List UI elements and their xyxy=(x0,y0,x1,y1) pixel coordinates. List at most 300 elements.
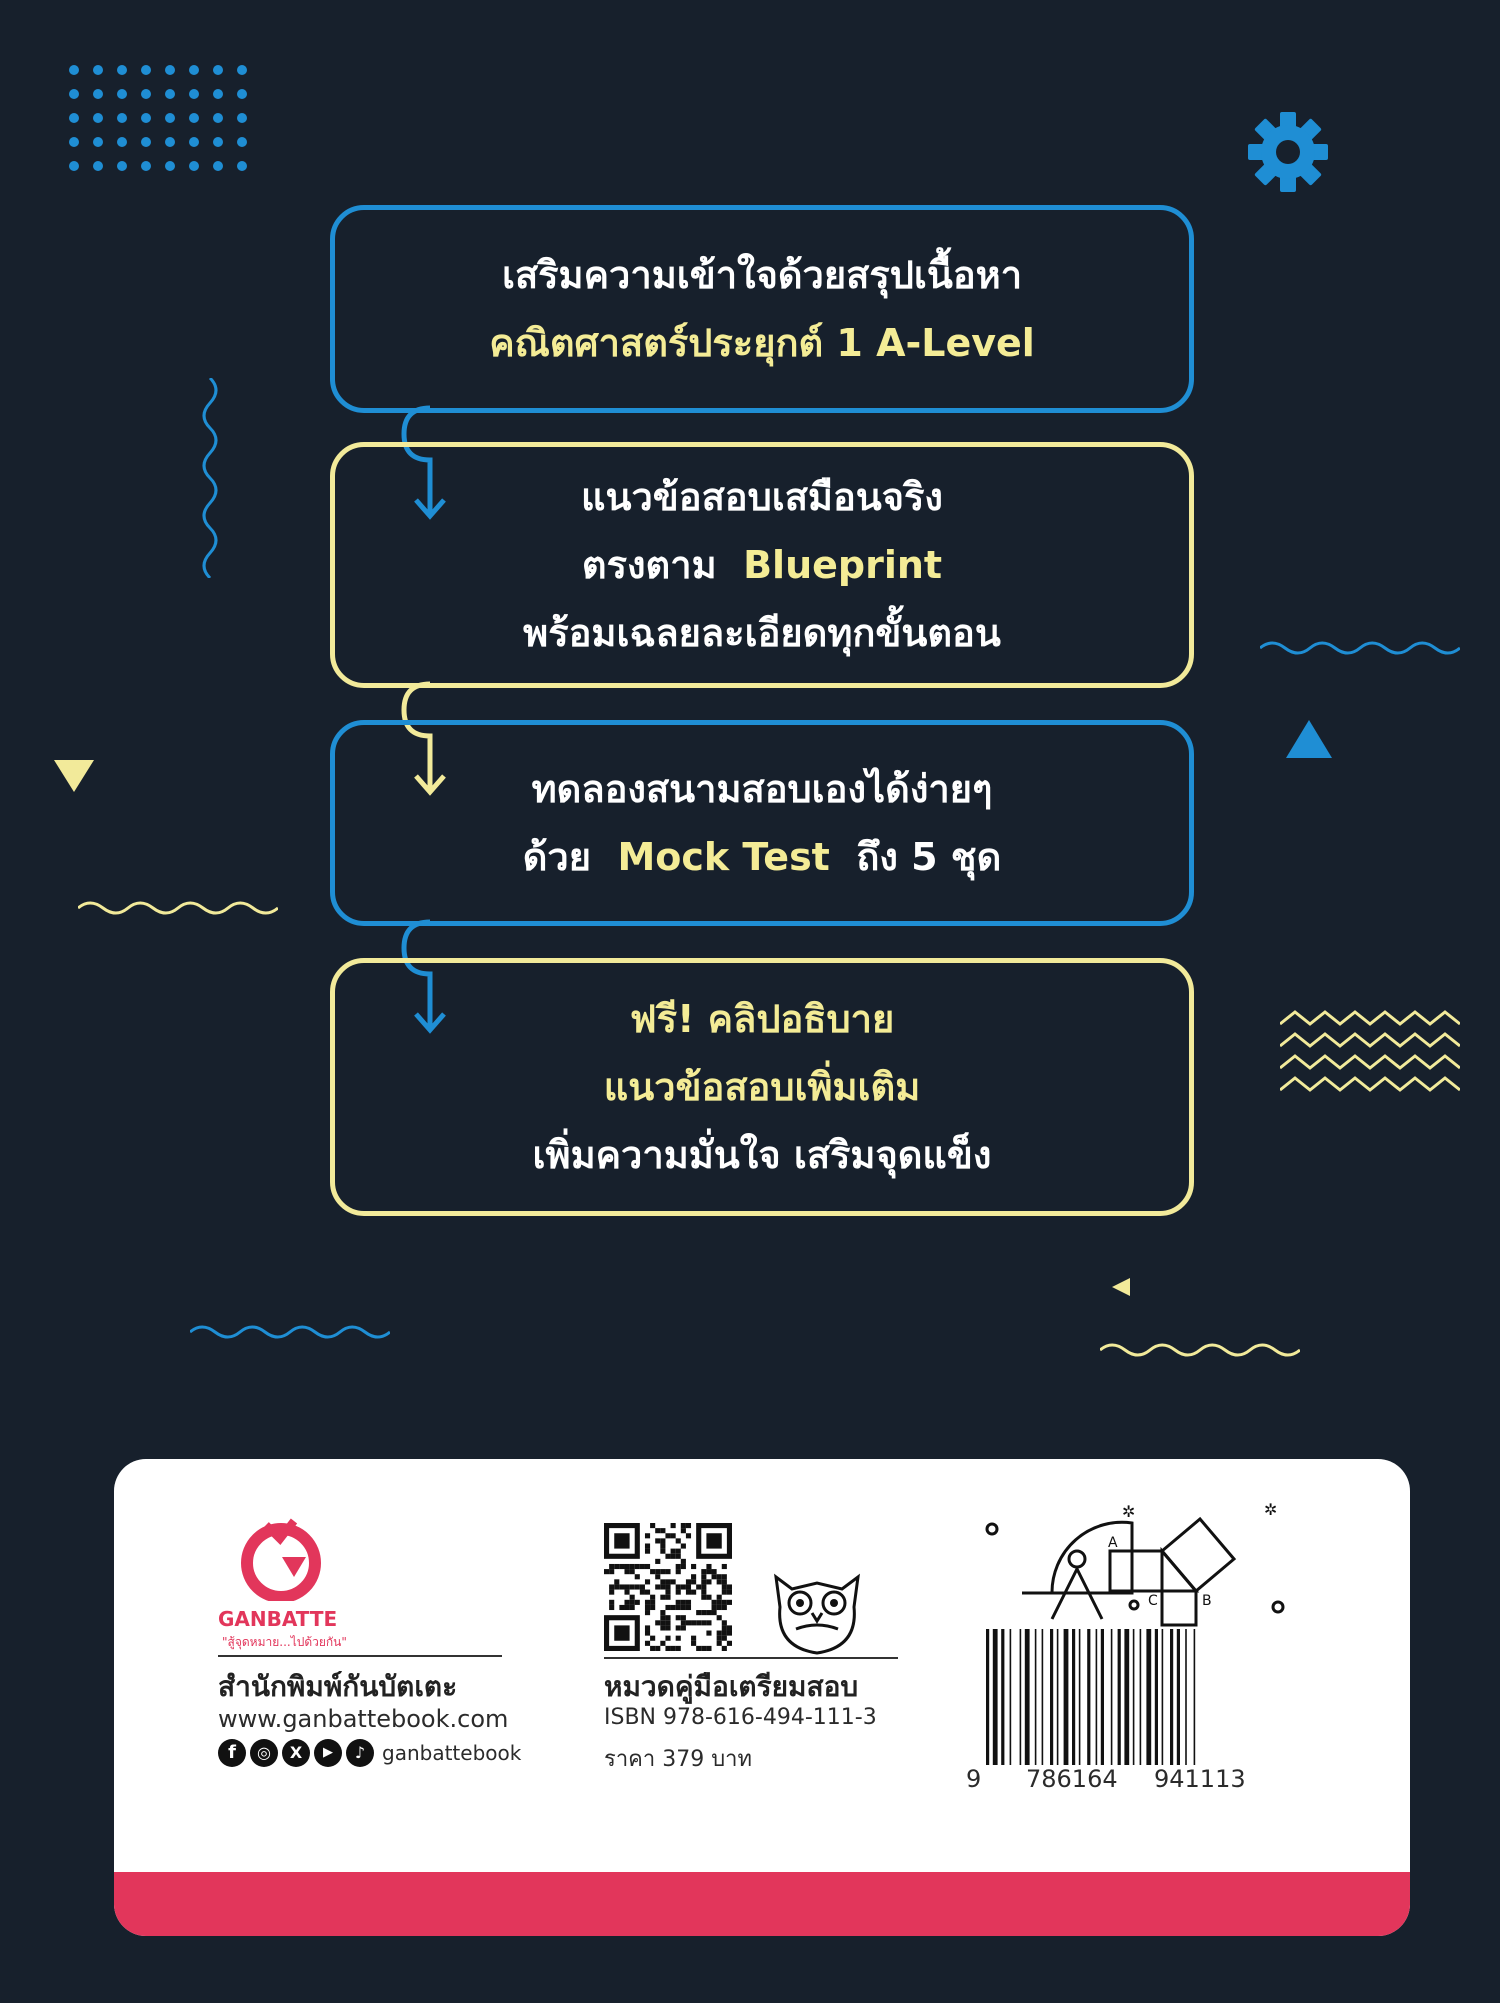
dot xyxy=(141,89,151,99)
qr-module xyxy=(604,1569,609,1574)
qr-module xyxy=(660,1579,665,1584)
qr-module xyxy=(650,1605,655,1610)
barcode-bar xyxy=(1072,1629,1075,1765)
qr-module xyxy=(645,1605,650,1610)
qr-module xyxy=(691,1579,696,1584)
qr-module xyxy=(624,1564,629,1569)
box-line-highlight: Blueprint xyxy=(743,543,943,587)
qr-module xyxy=(717,1600,722,1605)
qr-module xyxy=(696,1584,701,1589)
dot xyxy=(93,137,103,147)
barcode-bar xyxy=(1042,1629,1044,1765)
qr-module xyxy=(717,1615,722,1620)
qr-module xyxy=(701,1646,706,1651)
dot xyxy=(189,113,199,123)
qr-module xyxy=(727,1590,732,1595)
qr-module xyxy=(727,1631,732,1636)
qr-module xyxy=(681,1543,686,1548)
box-line-highlight: Mock Test xyxy=(617,835,830,879)
qr-module xyxy=(676,1584,681,1589)
barcode-digit: 786164 xyxy=(1026,1765,1118,1793)
qr-module xyxy=(619,1564,624,1569)
qr-module xyxy=(640,1590,645,1595)
box-line-plain: ตรงตาม xyxy=(581,543,717,587)
qr-module xyxy=(665,1646,670,1651)
dot xyxy=(69,89,79,99)
qr-module xyxy=(722,1564,727,1569)
qr-module xyxy=(676,1590,681,1595)
qr-module xyxy=(691,1590,696,1595)
qr-module xyxy=(676,1625,681,1630)
barcode-bar xyxy=(1194,1629,1196,1765)
dot xyxy=(213,137,223,147)
qr-module xyxy=(722,1579,727,1584)
qr-module xyxy=(624,1569,629,1574)
qr-module xyxy=(650,1523,655,1528)
qr-module xyxy=(645,1610,650,1615)
qr-module xyxy=(640,1564,645,1569)
qr-module xyxy=(645,1641,650,1646)
dot xyxy=(189,65,199,75)
qr-module xyxy=(717,1595,722,1600)
dot xyxy=(237,89,247,99)
qr-module xyxy=(645,1549,650,1554)
feature-box-summary xyxy=(330,205,1194,413)
qr-module xyxy=(624,1605,629,1610)
qr-module xyxy=(696,1620,701,1625)
qr-module xyxy=(717,1631,722,1636)
publisher-logo-tagline: "สู้จุดหมาย...ไปด้วยกัน" xyxy=(222,1635,347,1649)
youtube-icon[interactable]: ▶ xyxy=(314,1739,342,1767)
barcode-bar xyxy=(1035,1629,1037,1765)
divider xyxy=(218,1655,502,1657)
qr-module xyxy=(686,1600,691,1605)
feature-box-free-clips xyxy=(330,958,1194,1216)
qr-module xyxy=(655,1620,660,1625)
box-line: ทดลองสนามสอบเองได้ง่ายๆ xyxy=(531,767,993,811)
barcode-bar xyxy=(1162,1629,1164,1765)
qr-module xyxy=(676,1615,681,1620)
qr-module xyxy=(701,1595,706,1600)
qr-module xyxy=(722,1631,727,1636)
qr-module xyxy=(645,1625,650,1630)
qr-module xyxy=(722,1605,727,1610)
qr-module xyxy=(686,1523,691,1528)
barcode-bar xyxy=(1133,1629,1135,1765)
barcode-bar xyxy=(1010,1629,1012,1765)
qr-module xyxy=(701,1590,706,1595)
qr-module xyxy=(660,1543,665,1548)
qr-module xyxy=(681,1605,686,1610)
qr-module xyxy=(706,1631,711,1636)
dot xyxy=(165,137,175,147)
barcode-bar xyxy=(1020,1629,1022,1765)
qr-module xyxy=(722,1646,727,1651)
qr-module xyxy=(665,1533,670,1538)
geometry-illustration xyxy=(982,1489,1302,1629)
dot xyxy=(93,113,103,123)
bottom-accent-bar xyxy=(114,1872,1410,1936)
qr-module xyxy=(727,1625,732,1630)
qr-module xyxy=(712,1574,717,1579)
dot xyxy=(213,65,223,75)
qr-module xyxy=(655,1528,660,1533)
publisher-logo-name: GANBATTE xyxy=(218,1607,338,1631)
dot xyxy=(189,161,199,171)
dot xyxy=(165,113,175,123)
barcode-digit: 941113 xyxy=(1154,1765,1246,1793)
barcode-digit: 9 xyxy=(966,1765,982,1793)
barcode-bar xyxy=(986,1629,989,1765)
facebook-icon[interactable]: f xyxy=(218,1739,246,1767)
qr-module xyxy=(655,1538,660,1543)
dot xyxy=(237,113,247,123)
barcode-bar xyxy=(1185,1629,1187,1765)
qr-module xyxy=(696,1610,701,1615)
dot xyxy=(189,137,199,147)
book-category: หมวดคู่มือเตรียมสอบ xyxy=(604,1670,859,1703)
wave-decoration xyxy=(196,378,224,578)
social-icons-row xyxy=(218,1739,521,1767)
wave-decoration xyxy=(78,896,278,920)
barcode-bar xyxy=(1087,1629,1090,1765)
dot xyxy=(189,89,199,99)
qr-module xyxy=(671,1554,676,1559)
qr-finder xyxy=(706,1533,721,1548)
dot xyxy=(141,65,151,75)
gear-icon xyxy=(1246,110,1330,194)
box-line-plain: ด้วย xyxy=(522,835,591,879)
qr-module xyxy=(712,1569,717,1574)
dot xyxy=(117,113,127,123)
qr-module xyxy=(671,1579,676,1584)
qr-module xyxy=(650,1646,655,1651)
qr-finder xyxy=(614,1625,629,1640)
qr-module xyxy=(650,1569,655,1574)
qr-module xyxy=(645,1600,650,1605)
barcode-bar xyxy=(1057,1629,1059,1765)
barcode-bar xyxy=(1101,1629,1104,1765)
qr-module xyxy=(712,1610,717,1615)
qr-module xyxy=(671,1533,676,1538)
qr-module xyxy=(660,1625,665,1630)
qr-module xyxy=(686,1605,691,1610)
social-handle: ganbattebook xyxy=(382,1741,522,1765)
qr-module xyxy=(640,1584,645,1589)
qr-module xyxy=(624,1584,629,1589)
qr-module xyxy=(696,1646,701,1651)
barcode-bar xyxy=(1050,1629,1053,1765)
qr-module xyxy=(717,1641,722,1646)
qr-module xyxy=(701,1610,706,1615)
qr-module xyxy=(665,1620,670,1625)
qr-module xyxy=(722,1584,727,1589)
wave-decoration xyxy=(190,1320,390,1344)
qr-module xyxy=(722,1600,727,1605)
qr-module xyxy=(655,1559,660,1564)
barcode-bar xyxy=(1124,1629,1129,1765)
dot xyxy=(141,113,151,123)
qr-module xyxy=(614,1584,619,1589)
barcode-bar xyxy=(1118,1629,1121,1765)
qr-module xyxy=(681,1625,686,1630)
dot xyxy=(213,113,223,123)
qr-module xyxy=(635,1564,640,1569)
barcode-bar xyxy=(1146,1629,1151,1765)
svg-text:✲: ✲ xyxy=(1264,1500,1278,1519)
qr-module xyxy=(645,1543,650,1548)
qr-module xyxy=(630,1569,635,1574)
qr-module xyxy=(706,1569,711,1574)
dot xyxy=(69,161,79,171)
qr-module xyxy=(635,1600,640,1605)
feature-box-mock-test xyxy=(330,720,1194,926)
qr-module xyxy=(706,1579,711,1584)
qr-module xyxy=(619,1605,624,1610)
qr-module xyxy=(665,1590,670,1595)
dot xyxy=(69,113,79,123)
qr-module xyxy=(701,1569,706,1574)
box-line: เสริมความเข้าใจด้วยสรุปเนื้อหา xyxy=(501,253,1023,297)
qr-module xyxy=(609,1569,614,1574)
qr-module xyxy=(686,1533,691,1538)
qr-module xyxy=(691,1620,696,1625)
qr-module xyxy=(681,1600,686,1605)
triangle-decoration xyxy=(54,760,94,794)
qr-module xyxy=(691,1641,696,1646)
qr-module xyxy=(701,1579,706,1584)
qr-module xyxy=(706,1646,711,1651)
qr-module xyxy=(676,1605,681,1610)
qr-module xyxy=(681,1559,686,1564)
box-line xyxy=(523,823,1002,891)
qr-module xyxy=(722,1636,727,1641)
box-highlight-line: คณิตศาสตร์ประยุกต์ 1 A-Level xyxy=(489,321,1035,365)
qr-module xyxy=(665,1569,670,1574)
qr-module xyxy=(655,1646,660,1651)
qr-module xyxy=(691,1564,696,1569)
qr-module xyxy=(671,1646,676,1651)
box-line: เพิ่มความมั่นใจ เสริมจุดแข็ง xyxy=(532,1133,992,1177)
qr-module xyxy=(676,1554,681,1559)
dot xyxy=(165,89,175,99)
qr-module xyxy=(665,1615,670,1620)
qr-module xyxy=(630,1564,635,1569)
qr-module xyxy=(665,1625,670,1630)
dot xyxy=(117,65,127,75)
triangle-decoration xyxy=(1112,1278,1132,1298)
qr-module xyxy=(635,1574,640,1579)
triangle-decoration xyxy=(1286,720,1332,758)
qr-module xyxy=(701,1620,706,1625)
dot xyxy=(165,161,175,171)
barcode-bar xyxy=(1111,1629,1113,1765)
qr-module xyxy=(655,1574,660,1579)
instagram-icon[interactable]: ◎ xyxy=(250,1739,278,1767)
qr-module xyxy=(706,1564,711,1569)
box-line-plain: ถึง 5 ชุด xyxy=(856,835,1002,879)
geometry-label: A xyxy=(1108,1535,1118,1551)
geometry-label: B xyxy=(1202,1593,1212,1609)
barcode-bar xyxy=(1155,1629,1158,1765)
qr-module xyxy=(722,1625,727,1630)
qr-module xyxy=(655,1569,660,1574)
qr-module xyxy=(650,1600,655,1605)
qr-module xyxy=(712,1600,717,1605)
divider xyxy=(604,1657,898,1659)
qr-module xyxy=(671,1523,676,1528)
qr-module xyxy=(660,1549,665,1554)
qr-module xyxy=(681,1528,686,1533)
box-line: แนวข้อสอบเสมือนจริง xyxy=(580,475,943,519)
qr-module xyxy=(706,1595,711,1600)
dot xyxy=(237,137,247,147)
qr-module xyxy=(676,1569,681,1574)
box-line xyxy=(582,531,942,599)
qr-module xyxy=(630,1605,635,1610)
qr-module xyxy=(609,1564,614,1569)
x-icon[interactable]: X xyxy=(282,1739,310,1767)
feature-box-exam-practice xyxy=(330,442,1194,688)
dot xyxy=(213,161,223,171)
qr-module xyxy=(722,1590,727,1595)
qr-module xyxy=(660,1641,665,1646)
qr-module xyxy=(701,1574,706,1579)
qr-module xyxy=(691,1636,696,1641)
qr-finder xyxy=(614,1533,629,1548)
qr-module xyxy=(727,1584,732,1589)
qr-module xyxy=(676,1538,681,1543)
book-price: ราคา 379 บาท xyxy=(604,1747,753,1772)
qr-module xyxy=(681,1564,686,1569)
barcode xyxy=(986,1629,1232,1765)
owl-icon xyxy=(762,1567,872,1659)
qr-module xyxy=(717,1579,722,1584)
qr-module xyxy=(630,1600,635,1605)
qr-module xyxy=(686,1579,691,1584)
qr-module xyxy=(686,1590,691,1595)
qr-module xyxy=(609,1600,614,1605)
qr-module xyxy=(686,1584,691,1589)
qr-module xyxy=(645,1564,650,1569)
qr-module xyxy=(660,1615,665,1620)
qr-module xyxy=(635,1584,640,1589)
qr-module xyxy=(722,1620,727,1625)
qr-module xyxy=(624,1600,629,1605)
qr-module xyxy=(660,1620,665,1625)
qr-module xyxy=(676,1646,681,1651)
qr-module xyxy=(676,1564,681,1569)
qr-module xyxy=(681,1523,686,1528)
barcode-bar xyxy=(1025,1629,1030,1765)
dot xyxy=(141,137,151,147)
qr-module xyxy=(614,1579,619,1584)
qr-module xyxy=(660,1584,665,1589)
publisher-website: www.ganbattebook.com xyxy=(218,1705,509,1733)
barcode-bar xyxy=(1079,1629,1081,1765)
zigzag-decoration xyxy=(1280,1008,1460,1092)
dot xyxy=(213,89,223,99)
barcode-bar xyxy=(1064,1629,1069,1765)
box-highlight-line: แนวข้อสอบเพิ่มเติม xyxy=(603,1065,921,1109)
qr-module xyxy=(727,1641,732,1646)
qr-module xyxy=(655,1584,660,1589)
qr-module xyxy=(660,1610,665,1615)
qr-module xyxy=(609,1590,614,1595)
dot xyxy=(165,65,175,75)
qr-module xyxy=(671,1605,676,1610)
barcode-bar xyxy=(1177,1629,1180,1765)
qr-module xyxy=(660,1528,665,1533)
qr-code[interactable] xyxy=(604,1523,732,1651)
dot xyxy=(237,65,247,75)
barcode-bar xyxy=(993,1629,998,1765)
qr-module xyxy=(681,1584,686,1589)
qr-module xyxy=(717,1636,722,1641)
qr-module xyxy=(665,1579,670,1584)
qr-module xyxy=(706,1620,711,1625)
qr-module xyxy=(660,1569,665,1574)
qr-module xyxy=(712,1605,717,1610)
dot xyxy=(237,161,247,171)
qr-module xyxy=(609,1584,614,1589)
qr-module xyxy=(630,1584,635,1589)
qr-module xyxy=(609,1605,614,1610)
svg-text:✲: ✲ xyxy=(1122,1502,1136,1521)
dot xyxy=(93,161,103,171)
qr-module xyxy=(717,1574,722,1579)
qr-module xyxy=(727,1600,732,1605)
dot xyxy=(93,89,103,99)
qr-module xyxy=(619,1584,624,1589)
dot xyxy=(69,65,79,75)
qr-module xyxy=(701,1584,706,1589)
qr-module xyxy=(665,1595,670,1600)
dot xyxy=(117,89,127,99)
wave-decoration xyxy=(1100,1338,1300,1362)
dot-grid-decoration xyxy=(66,62,266,182)
wave-decoration xyxy=(1260,636,1460,660)
barcode-bar xyxy=(1140,1629,1142,1765)
qr-module xyxy=(650,1636,655,1641)
dot xyxy=(69,137,79,147)
publisher-name: สำนักพิมพ์กันบัตเตะ xyxy=(218,1670,458,1703)
ganbatte-logo-icon xyxy=(236,1517,326,1601)
qr-module xyxy=(681,1615,686,1620)
qr-module xyxy=(676,1636,681,1641)
qr-module xyxy=(665,1605,670,1610)
qr-module xyxy=(665,1584,670,1589)
dot xyxy=(141,161,151,171)
qr-module xyxy=(624,1590,629,1595)
qr-module xyxy=(660,1595,665,1600)
qr-module xyxy=(614,1564,619,1569)
barcode-bar xyxy=(1001,1629,1004,1765)
dot xyxy=(117,161,127,171)
geometry-label: C xyxy=(1148,1593,1158,1609)
barcode-bar xyxy=(1096,1629,1098,1765)
tiktok-icon[interactable]: ♪ xyxy=(346,1739,374,1767)
qr-module xyxy=(686,1620,691,1625)
qr-module xyxy=(706,1610,711,1615)
qr-module xyxy=(645,1533,650,1538)
qr-module xyxy=(645,1631,650,1636)
qr-module xyxy=(630,1595,635,1600)
dot xyxy=(117,137,127,147)
dot xyxy=(93,65,103,75)
qr-module xyxy=(671,1549,676,1554)
qr-module xyxy=(681,1620,686,1625)
